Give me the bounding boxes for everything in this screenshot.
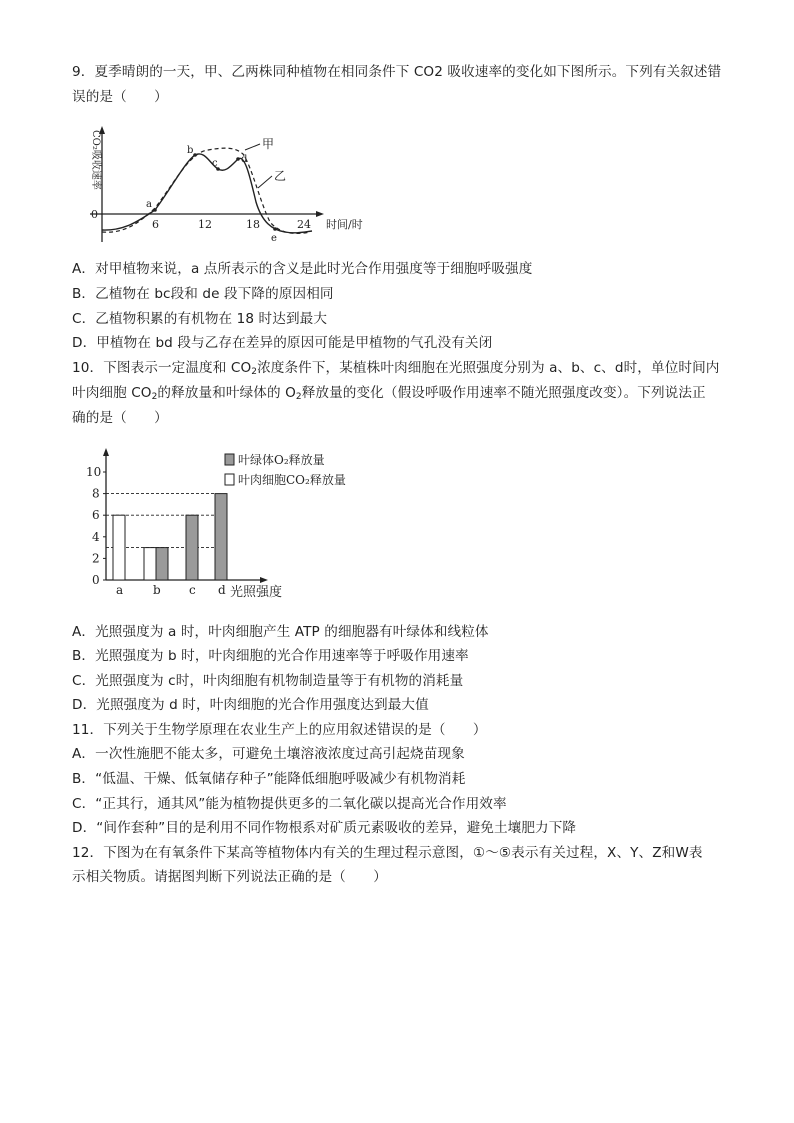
- q10-option-a: A．光照强度为 a 时，叶肉细胞产生 ATP 的细胞器有叶绿体和线粒体: [72, 624, 489, 640]
- q10-stem2-sub1: 2: [151, 392, 158, 402]
- q9-series-yi: 乙: [274, 169, 287, 183]
- q9-point-a: [153, 208, 157, 212]
- q12-stem-line2: 示相关物质。请据图判断下列说法正确的是（ ）: [72, 869, 387, 885]
- q9-point-e: [273, 227, 277, 231]
- q12-stem-line1: 12．下图为在有氧条件下某高等植物体内有关的生理过程示意图，①～⑤表示有关过程，X、Y、Z和W表: [72, 845, 703, 861]
- q10-x-axis-arrow: [260, 577, 268, 583]
- q10-xlabel: 光照强度: [230, 585, 283, 600]
- q10-ytick-6: 6: [92, 508, 100, 523]
- q11-option-c: C．“正其行，通其风”能为植物提供更多的二氧化碳以提高光合作用效率: [72, 796, 507, 812]
- q9-pointer-jia: [245, 144, 260, 150]
- q11-option-a: A．一次性施肥不能太多，可避免土壤溶液浓度过高引起烧苗现象: [72, 746, 465, 762]
- q10-xcat-d: d: [218, 583, 226, 597]
- q10-stem-line1: [72, 358, 719, 382]
- q10-stem2-b: 的释放量和叶绿体的 O: [157, 385, 296, 401]
- q10-stem2-sub2: 2: [295, 392, 302, 402]
- q9-tick-24: 24: [297, 218, 311, 231]
- q10-stem1-a: 10．下图表示一定温度和 CO: [72, 360, 252, 376]
- q10-legend-swatch-co2: [225, 474, 234, 485]
- q10-stem1-sub: 2: [251, 367, 258, 377]
- q10-ytick-0: 0: [92, 573, 100, 587]
- q10-option-b: B．光照强度为 b 时，叶肉细胞的光合作用速率等于呼吸作用速率: [72, 648, 469, 664]
- q9-tick-12: 12: [198, 218, 212, 231]
- q10-bar-o2-c: [186, 515, 198, 580]
- q9-xlabel: 时间/时: [326, 218, 363, 231]
- q10-bar-co2-b: [144, 548, 156, 580]
- q11-stem: 11．下列关于生物学原理在农业生产上的应用叙述错误的是（ ）: [72, 722, 487, 738]
- q10-ytick-4: 4: [92, 529, 100, 544]
- q10-ytick-8: 8: [92, 486, 100, 501]
- q10-legend-co2: 叶肉细胞CO₂释放量: [238, 473, 346, 487]
- q9-stem-line1: 9．夏季晴朗的一天，甲、乙两株同种植物在相同条件下 CO2 吸收速率的变化如下图所示。下列有关叙述错: [72, 64, 722, 80]
- q9-option-a: A．对甲植物来说，a 点所表示的含义是此时光合作用强度等于细胞呼吸强度: [72, 261, 533, 277]
- q10-bar-o2-d: [215, 494, 227, 580]
- q10-ytick-2: 2: [92, 551, 100, 566]
- q9-tick-6: 6: [152, 218, 159, 231]
- q9-label-a: a: [146, 199, 152, 210]
- q9-label-d: d: [241, 154, 248, 165]
- q9-tick-18: 18: [246, 218, 260, 231]
- q10-bar-o2-b: [156, 548, 168, 580]
- q11-option-d: D．“间作套种”目的是利用不同作物根系对矿质元素吸收的差异，避免土壤肥力下降: [72, 820, 577, 836]
- q10-xcat-a: a: [116, 583, 124, 597]
- q9-pointer-yi: [258, 176, 272, 188]
- q10-bar-chart: [84, 448, 384, 608]
- q9-point-d: [236, 157, 240, 161]
- q9-point-b: [193, 153, 197, 157]
- q11-option-b: B．“低温、干燥、低氧储存种子”能降低细胞呼吸减少有机物消耗: [72, 771, 466, 787]
- q9-label-b: b: [187, 145, 194, 156]
- q10-bar-co2-a: [113, 515, 125, 580]
- q9-x-axis-arrow: [316, 211, 324, 217]
- q9-stem-line2: 误的是（ ）: [72, 89, 168, 105]
- q9-figure: [80, 122, 380, 247]
- q9-option-b: B．乙植物在 bc段和 de 段下降的原因相同: [72, 286, 334, 302]
- q10-stem1-b: 浓度条件下，某植株叶肉细胞在光照强度分别为 a、b、c、d时，单位时间内: [257, 360, 720, 376]
- q10-legend-o2: 叶绿体O₂释放量: [238, 453, 325, 467]
- q10-ytick-10: 10: [86, 465, 102, 479]
- q10-legend-swatch-o2: [225, 454, 234, 465]
- q9-ylabel: CO₂吸收速率: [90, 130, 101, 190]
- q10-stem-line3: 确的是（ ）: [72, 410, 168, 426]
- q10-option-d: D．光照强度为 d 时，叶肉细胞的光合作用强度达到最大值: [72, 697, 429, 713]
- q10-figure: [84, 448, 384, 608]
- q10-option-c: C．光照强度为 c时，叶肉细胞有机物制造量等于有机物的消耗量: [72, 673, 464, 689]
- q9-label-c: c: [212, 158, 218, 169]
- q10-xcat-b: b: [153, 583, 161, 597]
- q9-series-jia: 甲: [262, 137, 275, 151]
- q9-label-e: e: [271, 233, 277, 244]
- q9-origin-label: 0: [91, 208, 98, 221]
- q10-stem2-c: 释放量的变化（假设呼吸作用速率不随光照强度改变）。下列说法正: [301, 385, 706, 401]
- q10-stem-line2: [72, 383, 706, 407]
- q9-option-d: D．甲植物在 bd 段与乙存在差异的原因可能是甲植物的气孔没有关闭: [72, 335, 493, 351]
- q10-y-axis-arrow: [103, 448, 109, 456]
- q9-option-c: C．乙植物积累的有机物在 18 时达到最大: [72, 311, 328, 327]
- q10-xcat-c: c: [189, 583, 196, 597]
- q10-stem2-a: 叶肉细胞 CO: [72, 385, 152, 401]
